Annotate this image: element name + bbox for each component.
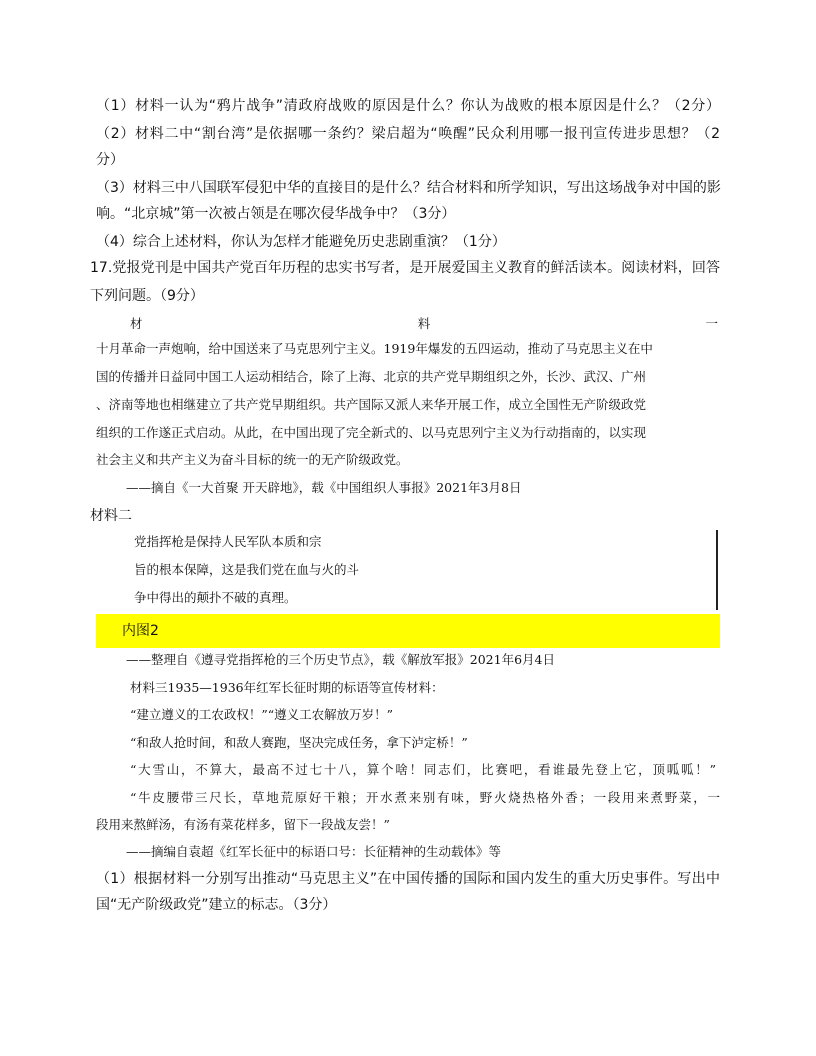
material-1-line-5: 社会主义和共产主义为奋斗目标的统一的无产阶级政党。 (96, 452, 409, 467)
material-1-heading-char-1: 材 (130, 316, 143, 331)
material-3-source: ——摘编自袁超《红军长征中的标语口号：长征精神的生动载体》等 (126, 844, 502, 859)
material-3-line-3: “大雪山，不算大，最高不过七十八，算个啥！同志们，比赛吧，看谁最先登上它，顶呱呱！” (130, 762, 716, 777)
material-1-line-2: 国的传播并日益同中国工人运动相结合，除了上海、北京的共产党早期组织之外，长沙、武汉、广州 (96, 369, 647, 384)
question-17-line-1: 17.党报党刊是中国共产党百年历程的忠实书写者，是开展爱国主义教育的鲜活读本。阅读材料，回答 (90, 260, 720, 276)
material-1-heading (130, 314, 718, 334)
question-4: （4）综合上述材料，你认为怎样才能避免历史悲剧重演？（1分） (96, 234, 506, 250)
question-2-line-1: （2）材料二中“割台湾”是依据哪一条约？梁启超为“唤醒”民众利用哪一报刊宣传进步思想？（2 (96, 126, 720, 142)
question-2-line-2: 分） (96, 152, 124, 168)
material-1-heading-char-3: 一 (705, 316, 718, 331)
material-2-line-2: 旨的根本保障，这是我们党在血与火的斗 (134, 562, 360, 577)
question-3-line-2: 响。“北京城”第一次被占领是在哪次侵华战争中？（3分） (96, 206, 456, 222)
material-3-line-4: “牛皮腰带三尺长，草地荒原好干粮；开水煮来别有味，野火烧热格外香；一段用来煮野菜，一 (130, 790, 720, 805)
material-3-line-2: “和敌人抢时间，和敌人赛跑，坚决完成任务，拿下泸定桥！” (130, 735, 468, 750)
material-2-line-3: 争中得出的颠扑不破的真理。 (134, 590, 297, 605)
question-1: （1）材料一认为“鸦片战争”清政府战败的原因是什么？你认为战败的根本原因是什么？（2分） (96, 98, 720, 114)
figure-placeholder-highlight (96, 614, 720, 648)
material-3-heading: 材料三1935—1936年红军长征时期的标语等宣传材料： (130, 680, 444, 695)
question-17-line-2: 下列问题。（9分） (90, 288, 204, 304)
question-3-line-1: （3）材料三中八国联军侵犯中华的直接目的是什么？结合材料和所学知识，写出这场战争对中国的影 (96, 180, 721, 196)
material-1-heading-char-2: 料 (417, 316, 431, 331)
question-17-1-line-2: 国“无产阶级政党”建立的标志。（3分） (96, 897, 337, 913)
material-2-heading: 材料二 (90, 508, 132, 524)
material-1-line-3: 、济南等地也相继建立了共产党早期组织。共产国际又派人来华开展工作，成立全国性无产阶级政党 (96, 397, 647, 412)
material-3-line-1: “建立遵义的工农政权！”“遵义工农解放万岁！” (130, 707, 394, 722)
material-1-line-4: 组织的工作遂正式启动。从此，在中国出现了完全新式的、以马克思列宁主义为行动指南的，以实现 (96, 425, 647, 440)
material-3-line-5: 段用来熬鲜汤，有汤有菜花样多，留下一段战友尝！” (96, 817, 390, 832)
question-17-1-line-1: （1）根据材料一分别写出推动“马克思主义”在中国传播的国际和国内发生的重大历史事件。写出中 (96, 871, 720, 887)
figure-label: 内图2 (122, 623, 159, 639)
material-1-line-1: 十月革命一声炮响，给中国送来了马克思列宁主义。1919年爆发的五四运动，推动了马克思主义在中 (96, 341, 653, 356)
material-2-source: ——整理自《遵寻党指挥枪的三个历史节点》，载《解放军报》2021年6月4日 (126, 652, 555, 667)
material-2-line-1: 党指挥枪是保持人民军队本质和宗 (134, 534, 322, 549)
material-1-source: ——摘自《一大首聚 开天辟地》，载《中国组织人事报》2021年3月8日 (126, 480, 522, 495)
material-2-frame-border (716, 530, 718, 610)
